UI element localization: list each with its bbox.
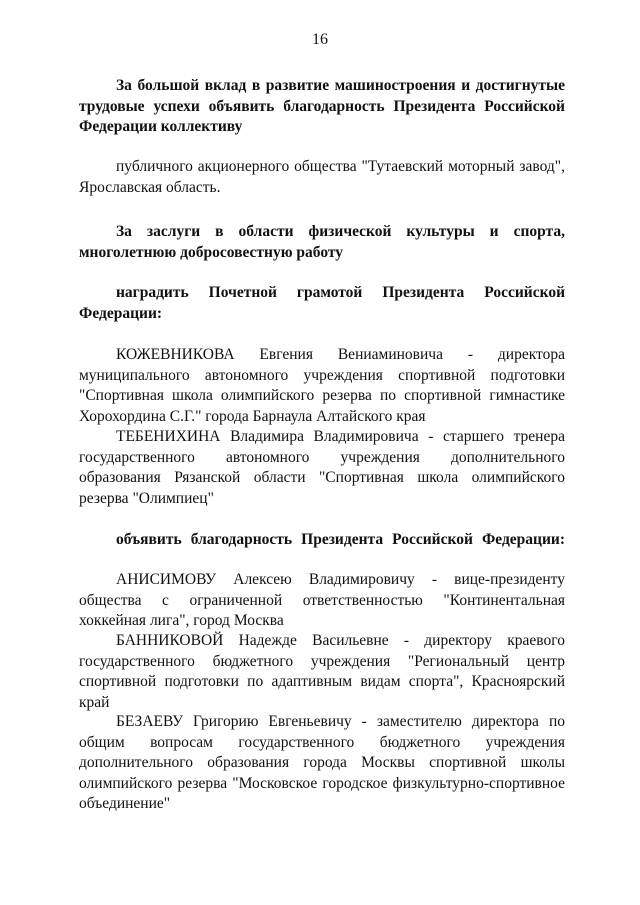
recipient-bannikova: БАННИКОВОЙ Надежде Васильевне - директору краевого государственного бюджетного учреждения "Региональный центр спортивной подготовки по адаптивным видам спорта", Красноярский край	[79, 632, 565, 711]
award-type-certificate: наградить Почетной грамотой Президента Российской Федерации:	[79, 284, 565, 322]
page-number: 16	[312, 31, 328, 48]
recipient-bezaev: БЕЗАЕВУ Григорию Евгеньевичу - заместителю директора по общим вопросам государственного бюджетного учреждения дополнительного образования города Москвы спортивной школы олимпийского резерва "Московское городское физкультурно-спортивное объединение"	[79, 713, 565, 812]
award-heading-collective: За большой вклад в развитие машиностроения и достигнутые трудовые успехи объявить благодарность Президента Российской Федерации коллективу	[79, 77, 565, 135]
award-heading-sport: За заслуги в области физической культуры и спорта, многолетнюю добросовестную работу	[79, 223, 565, 261]
recipient-kozhevnikov: КОЖЕВНИКОВА Евгения Вениаминовича - директора муниципального автономного учреждения спортивной подготовки "Спортивная школа олимпийского резерва по спортивной гимнастике Хорохордина С.Г." города Барнаула Алтайского края	[79, 346, 565, 425]
recipient-anisimov: АНИСИМОВУ Алексею Владимировичу - вице-президенту общества с ограниченной ответственностью "Континентальная хоккейная лига", город Москва	[79, 571, 565, 629]
collective-recipient: публичного акционерного общества "Тутаевский моторный завод", Ярославская область.	[79, 158, 565, 196]
award-type-gratitude: объявить благодарность Президента Российской Федерации:	[116, 531, 565, 548]
recipient-tebenikhin: ТЕБЕНИХИНА Владимира Владимировича - старшего тренера государственного автономного учреждения дополнительного образования Рязанской области "Спортивная школа олимпийского резерва "Олимпиец"	[79, 428, 565, 507]
